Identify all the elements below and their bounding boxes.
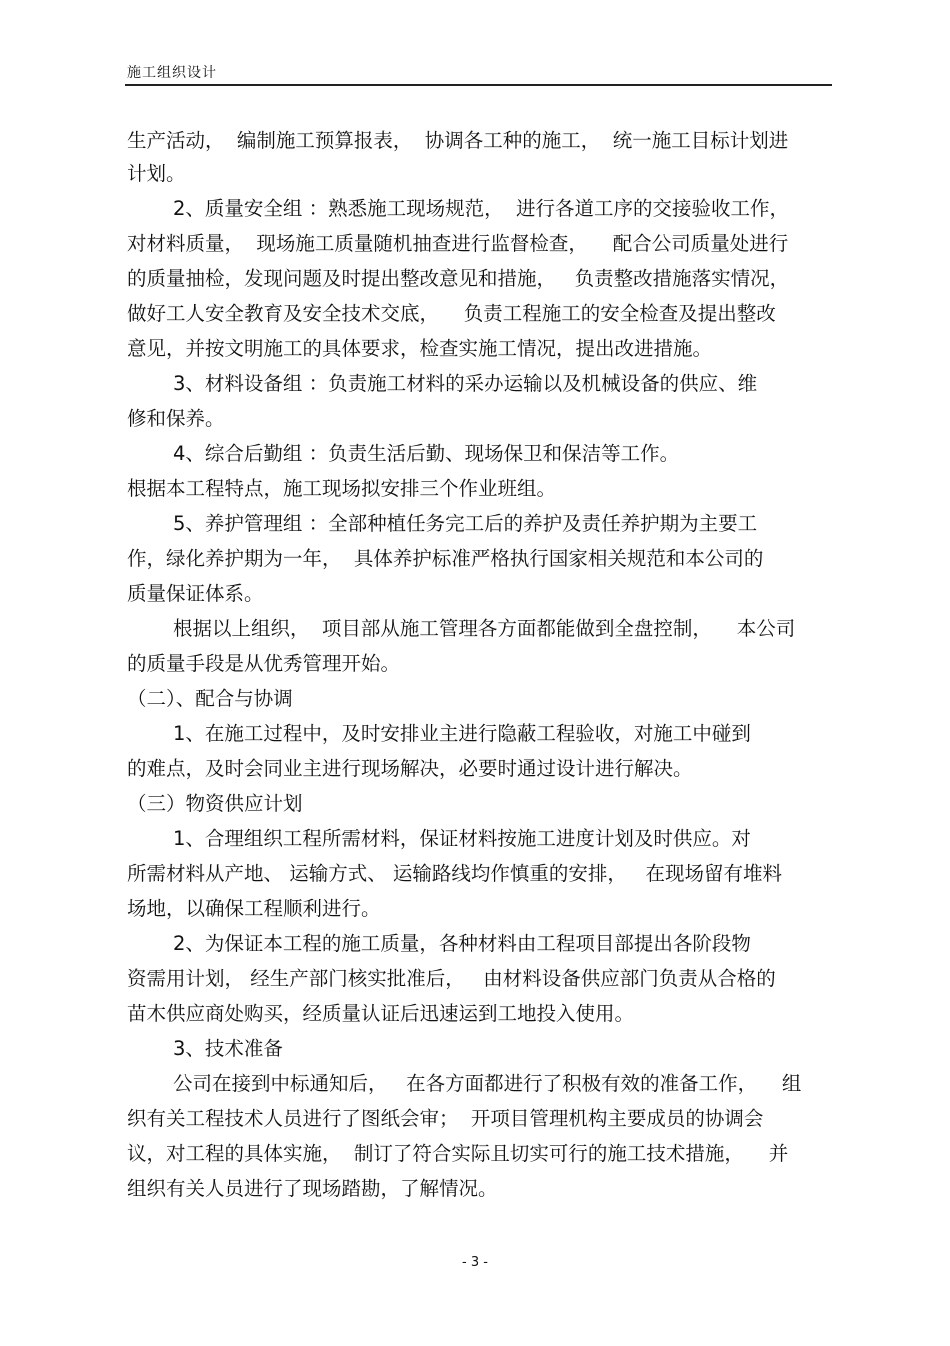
text-line: 意见，并按文明施工的具体要求，检查实施工情况，提出改进措施。 (127, 337, 713, 360)
text-line: 作，绿化养护期为一年， 具体养护标准严格执行国家相关规范和本公司的 (127, 547, 764, 570)
section-heading: （三）物资供应计划 (127, 792, 303, 815)
text-line: 1、合理组织工程所需材料，保证材料按施工进度计划及时供应。对 (173, 827, 751, 850)
running-header-title: 施工组织设计 (127, 65, 217, 81)
page-number: - 3 - (462, 1255, 488, 1270)
text-line: 组织有关人员进行了现场踏勘，了解情况。 (127, 1177, 498, 1200)
text-line: 的质量抽检，发现问题及时提出整改意见和措施， 负责整改措施落实情况， (127, 267, 790, 290)
text-line: 修和保养。 (127, 407, 225, 430)
text-line: 质量保证体系。 (127, 582, 264, 605)
text-line: 4、综合后勤组 ：负责生活后勤、现场保卫和保洁等工作。 (173, 442, 680, 465)
text-line: 的质量手段是从优秀管理开始。 (127, 652, 401, 675)
text-line: 5、养护管理组 ：全部种植任务完工后的养护及责任养护期为主要工 (173, 512, 758, 535)
text-line: 的难点，及时会同业主进行现场解决，必要时通过设计进行解决。 (127, 757, 693, 780)
text-line: 1、在施工过程中，及时安排业主进行隐蔽工程验收，对施工中碰到 (173, 722, 751, 745)
text-line: 苗木供应商处购买，经质量认证后迅速运到工地投入使用。 (127, 1002, 635, 1025)
section-heading: 3、技术准备 (173, 1037, 283, 1060)
section-heading: （二）、配合与协调 (127, 687, 293, 710)
text-line: 场地，以确保工程顺利进行。 (127, 897, 381, 920)
text-line: 2、质量安全组 ：熟悉施工现场规范， 进行各道工序的交接验收工作， (173, 197, 790, 220)
text-line: 做好工人安全教育及安全技术交底， 负责工程施工的安全检查及提出整改 (127, 302, 776, 325)
text-line: 生产活动， 编制施工预算报表， 协调各工种的施工， 统一施工目标计划进 (127, 129, 789, 152)
text-line: 计划。 (127, 162, 186, 185)
text-line: 根据本工程特点，施工现场拟安排三个作业班组。 (127, 477, 557, 500)
text-line: 所需材料从产地、 运输方式、 运输路线均作慎重的安排， 在现场留有堆料 (127, 862, 782, 885)
text-line: 根据以上组织， 项目部从施工管理各方面都能做到全盘控制， 本公司 (173, 617, 796, 640)
text-line: 3、材料设备组 ：负责施工材料的采办运输以及机械设备的供应、维 (173, 372, 758, 395)
text-line: 公司在接到中标通知后， 在各方面都进行了积极有效的准备工作， 组 (173, 1072, 802, 1095)
text-line: 2、为保证本工程的施工质量，各种材料由工程项目部提出各阶段物 (173, 932, 751, 955)
text-line: 织有关工程技术人员进行了图纸会审； 开项目管理机构主要成员的协调会 (127, 1107, 764, 1130)
text-line: 资需用计划， 经生产部门核实批准后， 由材料设备供应部门负责从合格的 (127, 967, 776, 990)
header-rule (125, 84, 832, 86)
text-line: 对材料质量， 现场施工质量随机抽查进行监督检查， 配合公司质量处进行 (127, 232, 789, 255)
text-line: 议，对工程的具体实施， 制订了符合实际且切实可行的施工技术措施， 并 (127, 1142, 789, 1165)
